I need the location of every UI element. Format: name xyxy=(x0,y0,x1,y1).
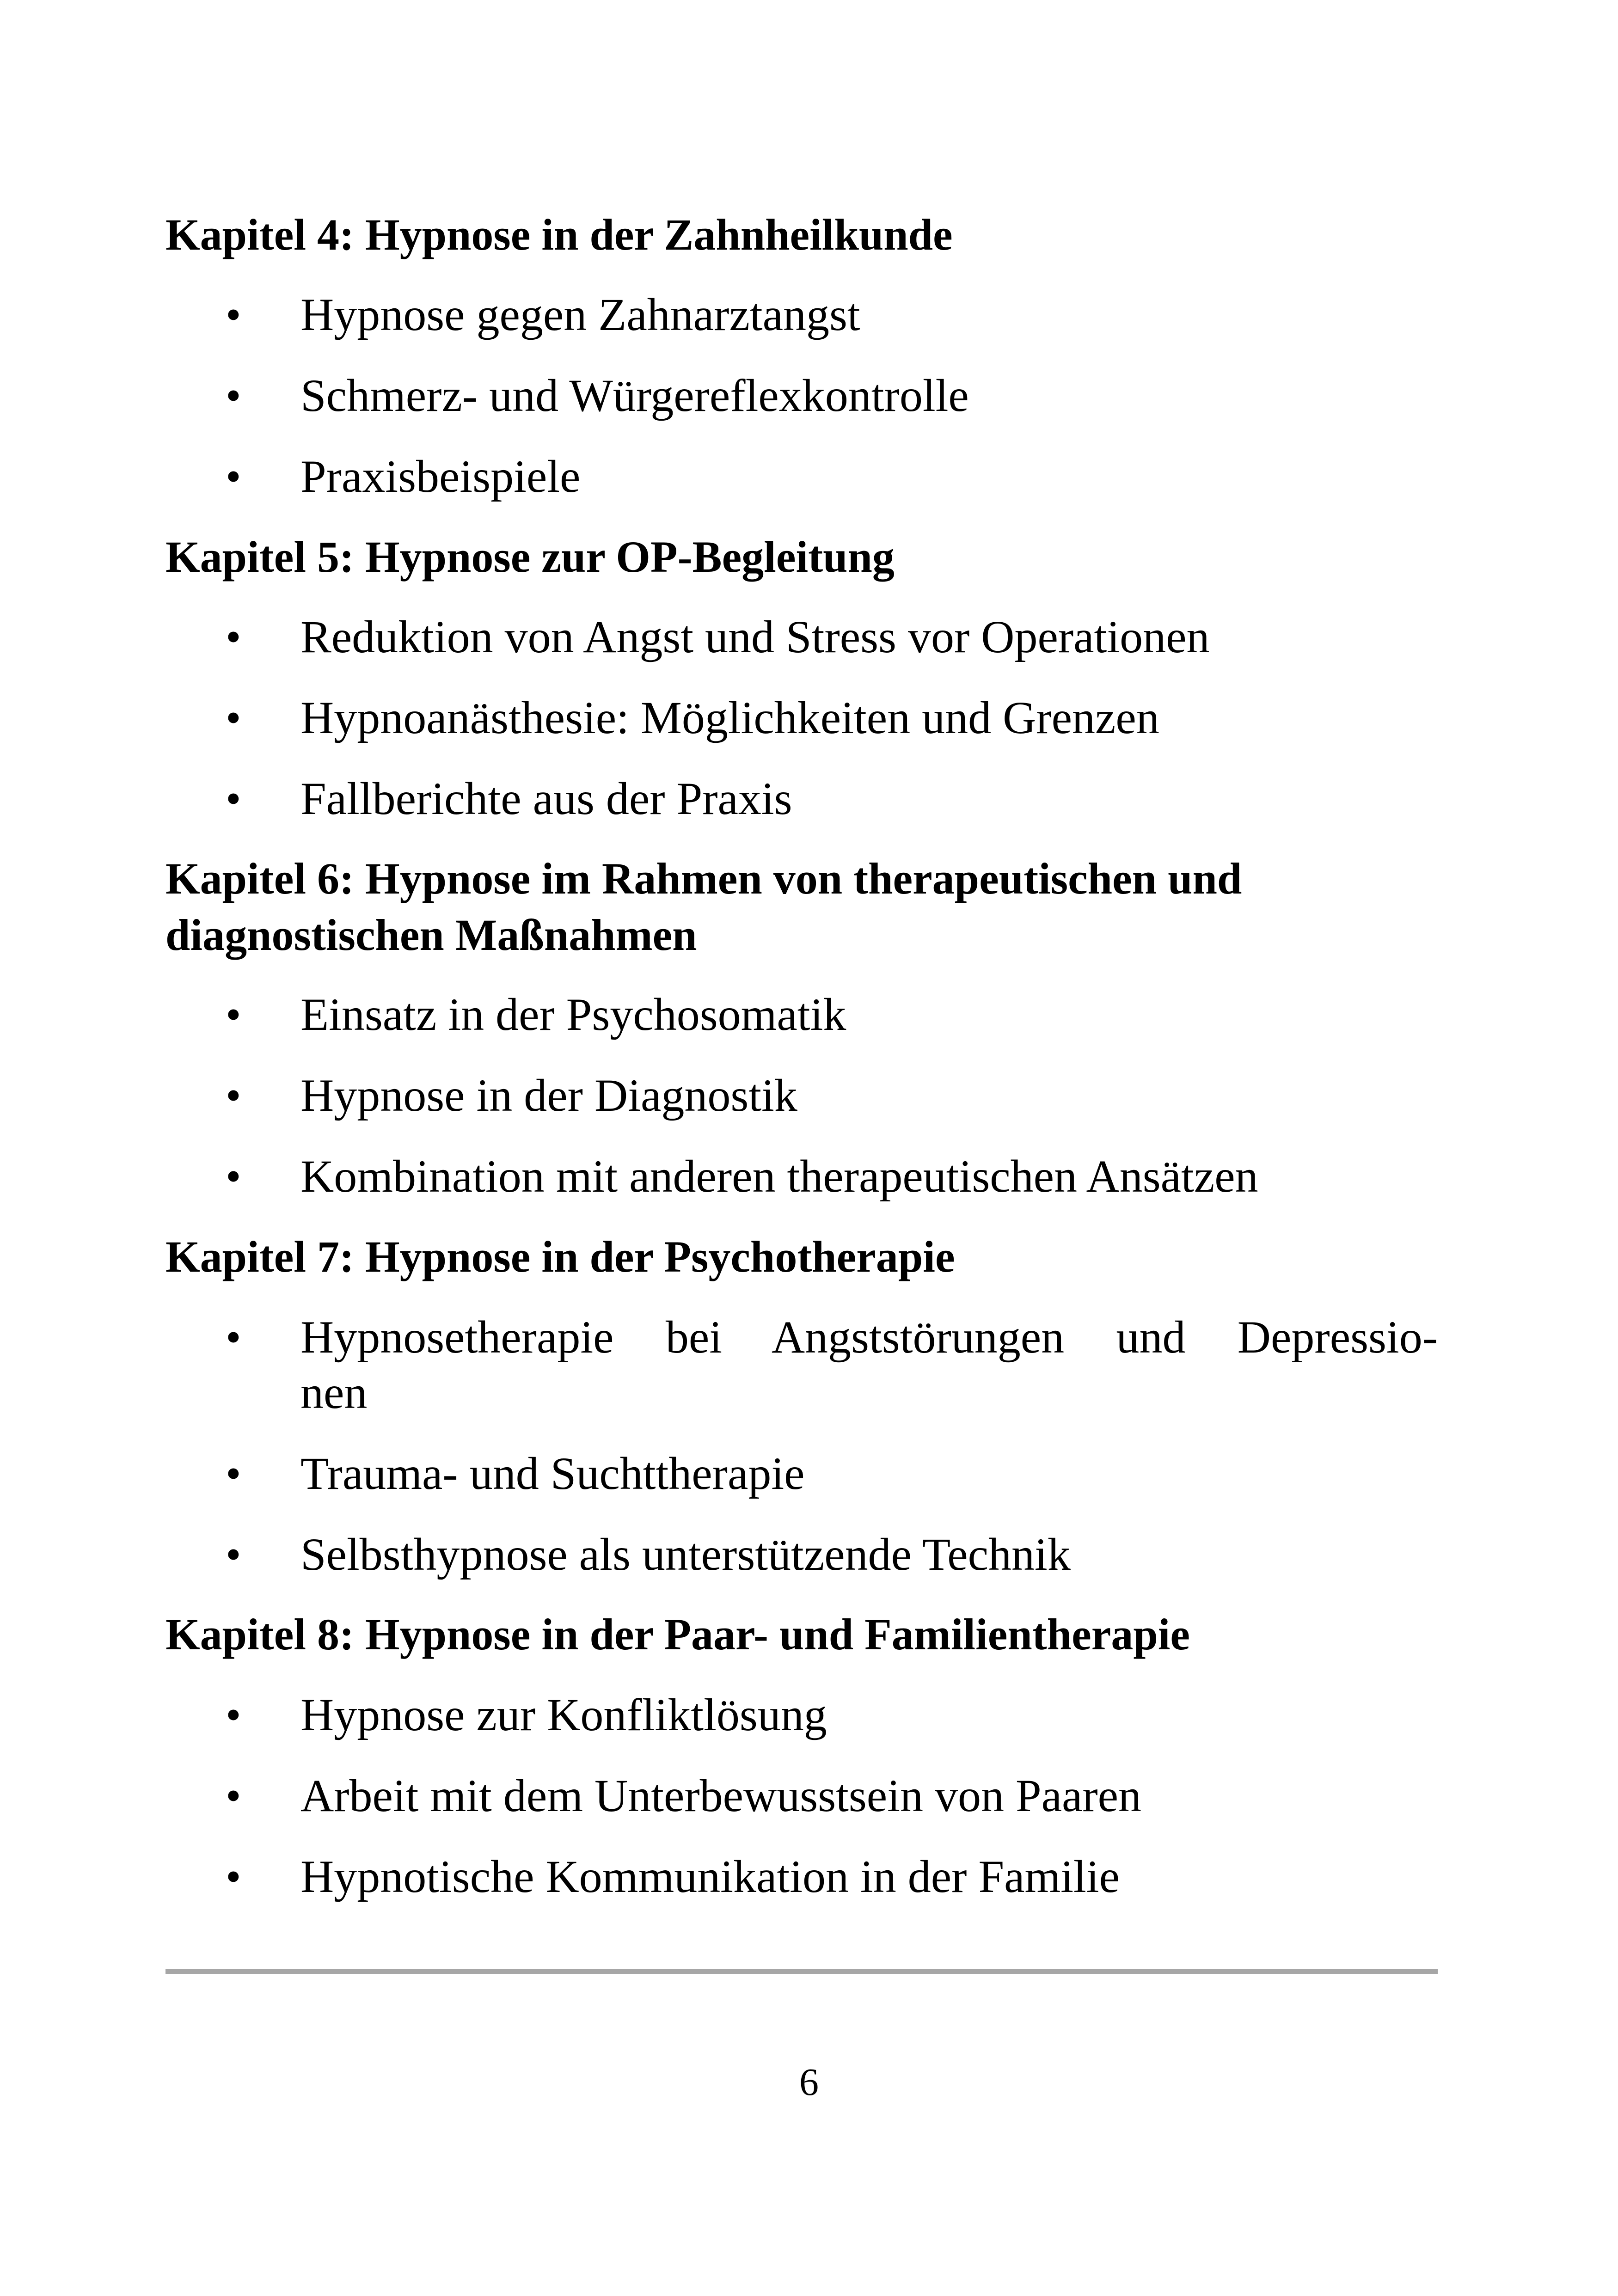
list-item: Arbeit mit dem Unterbewusstsein von Paaren xyxy=(300,1770,1142,1821)
list-item: Hypnoanästhesie: Möglichkeiten und Grenzen xyxy=(300,692,1159,743)
bullet-dot: • xyxy=(226,1449,241,1498)
chapter-5-heading: Kapitel 5: Hypnose zur OP-Begleitung xyxy=(165,532,895,582)
bullet-dot: • xyxy=(226,1852,241,1901)
bullet-dot: • xyxy=(226,1771,241,1820)
list-item: Hypnotische Kommunikation in der Familie xyxy=(300,1851,1120,1902)
list-item: Reduktion von Angst und Stress vor Operationen xyxy=(300,611,1210,662)
chapter-4-heading: Kapitel 4: Hypnose in der Zahnheilkunde xyxy=(165,210,953,259)
bullet-dot: • xyxy=(226,1151,241,1201)
list-item: Hypnose zur Konfliktlösung xyxy=(300,1689,827,1740)
list-item: Schmerz- und Würgereflexkontrolle xyxy=(300,370,969,421)
list-item-line1: Hypnosetherapie bei Angststörungen und Depressio- xyxy=(300,1311,1438,1363)
list-item: Hypnose gegen Zahnarztangst xyxy=(300,289,860,340)
bullet-dot: • xyxy=(226,452,241,501)
bullet-dot: • xyxy=(226,612,241,661)
bullet-dot: • xyxy=(226,774,241,823)
list-item: Trauma- und Suchttherapie xyxy=(300,1448,805,1499)
list-item: Einsatz in der Psychosomatik xyxy=(300,989,846,1040)
list-item: Fallberichte aus der Praxis xyxy=(300,773,792,824)
bullet-dot: • xyxy=(226,693,241,742)
bullet-dot: • xyxy=(226,990,241,1039)
bullet-dot: • xyxy=(226,1690,241,1739)
list-item-line2: nen xyxy=(300,1367,368,1418)
bullet-dot: • xyxy=(226,290,241,339)
list-item: Selbsthypnose als unterstützende Technik xyxy=(300,1529,1071,1580)
chapter-8-heading: Kapitel 8: Hypnose in der Paar- und Familientherapie xyxy=(165,1610,1190,1659)
chapter-7-heading: Kapitel 7: Hypnose in der Psychotherapie xyxy=(165,1232,955,1281)
bullet-dot: • xyxy=(226,1312,241,1362)
page-number: 6 xyxy=(799,2061,819,2104)
bullet-dot: • xyxy=(226,1071,241,1120)
footer-divider xyxy=(165,1969,1438,1974)
chapter-6-heading-line1: Kapitel 6: Hypnose im Rahmen von therapeutischen und xyxy=(165,854,1242,903)
list-item: Praxisbeispiele xyxy=(300,451,581,502)
list-item: Hypnose in der Diagnostik xyxy=(300,1070,797,1121)
bullet-dot: • xyxy=(226,371,241,420)
bullet-dot: • xyxy=(226,1530,241,1579)
chapter-6-heading-line2: diagnostischen Maßnahmen xyxy=(165,910,697,960)
list-item: Kombination mit anderen therapeutischen Ansätzen xyxy=(300,1151,1258,1202)
